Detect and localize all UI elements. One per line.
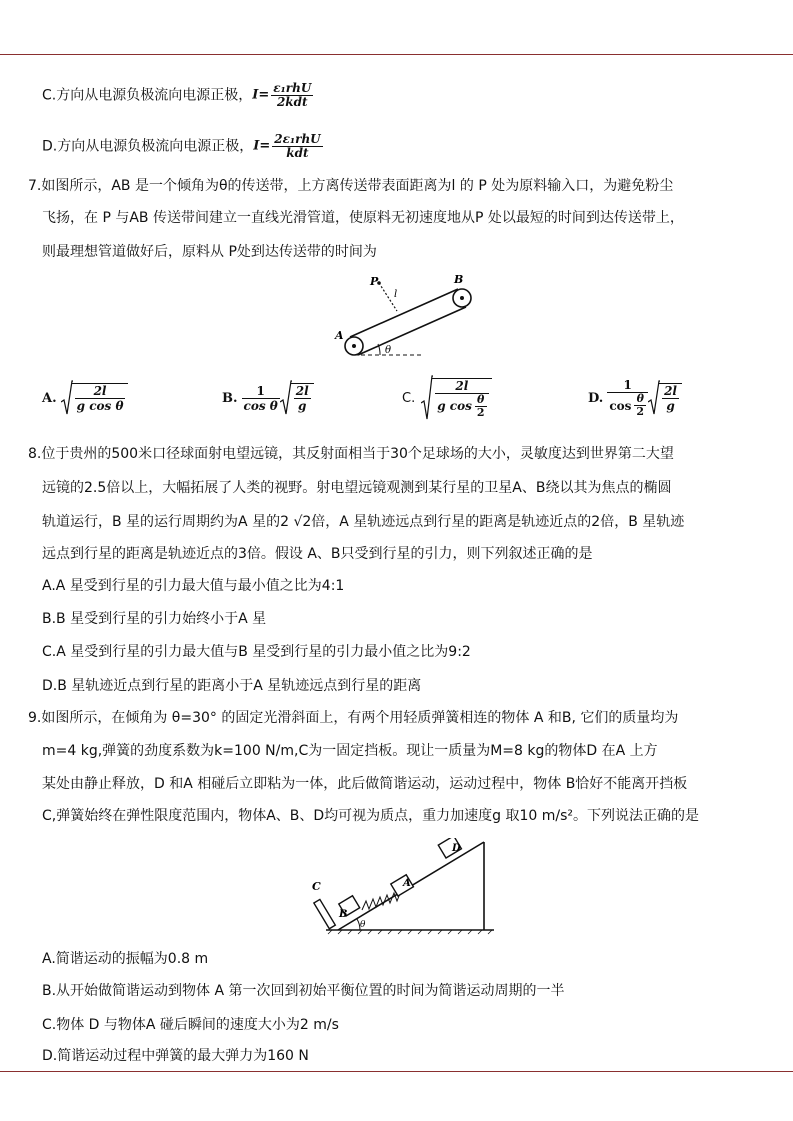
q8-option-a: A.A 星受到行星的引力最大值与最小值之比为4:1 <box>42 578 345 594</box>
q7-label-a: A <box>335 329 344 342</box>
q7-option-d-num: 2l <box>664 384 677 398</box>
q7-option-b-sqrt <box>280 380 314 416</box>
q6-option-c <box>42 82 313 109</box>
q7-option-b-num: 2l <box>295 384 309 398</box>
q8-stem-line-1: 8.位于贵州的500米口径球面射电望远镜，其反射面相当于30个足球场的大小，灵敏度达到世界第二大望 <box>28 446 674 462</box>
q6-option-c-denominator: 2kdt <box>276 95 308 109</box>
q6-option-d <box>42 133 323 160</box>
q7-label-theta: θ <box>385 345 392 356</box>
header-rule <box>0 54 793 55</box>
q7-belt-bottom <box>358 307 466 355</box>
q7-option-d <box>588 374 682 422</box>
q7-option-a-label: A. <box>42 390 57 406</box>
q7-option-c-num: 2l <box>435 379 488 394</box>
q7-option-d-sqrt <box>648 380 682 416</box>
q8-stem-line-4: 远点到行星的距离是轨迹近点的3倍。假设 A、B只受到行星的引力，则下列叙述正确的是 <box>42 546 593 562</box>
q7-option-c-den-frac-den: 2 <box>476 405 485 419</box>
q9-label-c: C <box>312 880 321 893</box>
q7-stem-line-1: 7.如图所示，AB 是一个倾角为θ的传送带，上方离传送带表面距离为l 的 P 处为原料输入口，为避免粉尘 <box>28 178 674 194</box>
q6-option-d-numerator: 2ε₁rhU <box>274 132 321 146</box>
q9-label-b: B <box>339 909 348 920</box>
q7-option-a <box>42 378 128 418</box>
q6-option-c-text: C.方向从电源负极流向电源正极， <box>42 87 253 104</box>
q7-conveyor-figure <box>330 275 480 360</box>
q9-stem-line-3: 某处由静止释放，D 和A 相碰后立即粘为一体，此后做简谐运动，运动过程中，物体 B恰好不能离开挡板 <box>42 776 688 792</box>
q9-option-c: C.物体 D 与物体A 碰后瞬间的速度大小为2 m/s <box>42 1017 339 1033</box>
q8-option-c: C.A 星受到行星的引力最大值与B 星受到行星的引力最小值之比为9:2 <box>42 644 471 660</box>
q9-stem-line-2: m=4 kg,弹簧的劲度系数为k=100 N/m,C为一固定挡板。现让一质量为M=8 kg的物体D 在A 上方 <box>42 743 658 759</box>
q9-plate-c <box>314 899 335 928</box>
q9-stem-line-1: 9.如图所示，在倾角为 θ=30° 的固定光滑斜面上，有两个用轻质弹簧相连的物体 A 和B, 它们的质量均为 <box>28 710 679 726</box>
q8-stem-line-3: 轨道运行，B 星的运行周期约为A 星的2 √2倍，A 星轨迹远点到行星的距离是轨迹近点的2倍，B 星轨迹 <box>42 514 685 530</box>
q7-option-b-den: g <box>298 399 307 413</box>
q7-option-a-num: 2l <box>75 384 126 399</box>
q6-option-d-fraction <box>272 133 322 160</box>
q7-pulley-a-axle <box>352 344 356 348</box>
q7-label-l: l <box>394 289 398 300</box>
q7-option-b-coef-num: 1 <box>242 384 280 399</box>
q7-option-d-coef-num: 1 <box>607 378 648 393</box>
q7-label-b: B <box>454 275 464 286</box>
q7-option-b-coef-den: cos θ <box>243 398 278 413</box>
q8-option-d: D.B 星轨迹近点到行星的距离小于A 星轨迹远点到行星的距离 <box>42 678 422 694</box>
q9-option-a: A.简谐运动的振幅为0.8 m <box>42 951 209 967</box>
q8-option-b: B.B 星受到行星的引力始终小于A 星 <box>42 611 267 627</box>
q7-option-c-den-pre: g cos <box>437 399 472 413</box>
q7-option-d-coef-den-num: θ <box>634 393 646 406</box>
q7-label-p: P <box>370 275 379 288</box>
q9-label-d: D <box>452 843 461 854</box>
q9-option-d: D.简谐运动过程中弹簧的最大弹力为160 N <box>42 1048 309 1064</box>
q7-option-c-sqrt <box>421 375 491 421</box>
q6-option-c-numerator: ε₁rhU <box>273 81 312 95</box>
q7-option-b-label: B. <box>222 390 238 406</box>
q7-option-c-label: C. <box>402 390 416 406</box>
q8-stem-line-2: 远镜的2.5倍以上，大幅拓展了人类的视野。射电望远镜观测到某行星的卫星A、B绕以其为焦点的椭圆 <box>42 480 672 496</box>
q7-option-b <box>222 378 314 418</box>
q7-stem-line-3: 则最理想管道做好后，原料从 P处到达传送带的时间为 <box>42 244 377 260</box>
q6-option-d-i: I= <box>253 138 271 154</box>
q7-stem-line-2: 飞扬，在 P 与AB 传送带间建立一直线光滑管道，使原料无初速度地从P 处以最短的时间到达传送带上， <box>42 210 684 226</box>
q6-option-d-denominator: kdt <box>286 146 309 160</box>
q7-option-d-coef-den-pre: cos <box>609 398 632 413</box>
q7-option-c <box>402 374 492 422</box>
q7-option-c-den-frac-num: θ <box>475 394 487 407</box>
q7-option-d-den: g <box>666 399 675 413</box>
q6-option-c-fraction <box>271 82 313 109</box>
q7-option-a-den: g cos θ <box>76 399 124 413</box>
q7-option-a-sqrt <box>61 380 129 416</box>
q9-option-b: B.从开始做简谐运动到物体 A 第一次回到初始平衡位置的时间为简谐运动周期的一半 <box>42 983 565 999</box>
q7-option-d-coef-den-den: 2 <box>636 405 645 418</box>
q7-pulley-b-axle <box>460 296 464 300</box>
q7-belt-top <box>350 289 458 337</box>
q9-label-a: A <box>403 878 411 889</box>
q6-option-d-text: D.方向从电源负极流向电源正极， <box>42 138 254 155</box>
q9-spring <box>362 891 401 910</box>
q9-label-theta: θ <box>360 920 366 930</box>
footer-rule <box>0 1071 793 1072</box>
q6-option-c-i: I= <box>252 87 270 103</box>
q9-stem-line-4: C,弹簧始终在弹性限度范围内，物体A、B、D均可视为质点，重力加速度g 取10 m/s²。下列说法正确的是 <box>42 808 700 824</box>
q7-option-d-label: D. <box>588 390 604 406</box>
q9-incline-figure <box>308 838 498 938</box>
